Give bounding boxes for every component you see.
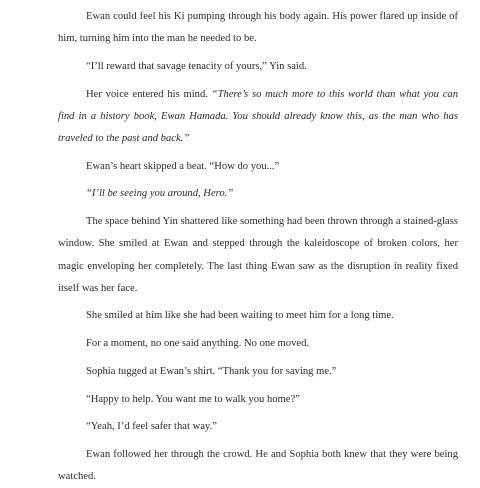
text-run: Sophia tugged at Ewan’s shirt. “Thank you for saving me.”: [86, 365, 337, 377]
paragraph: [58, 84, 458, 151]
paragraph: [58, 444, 458, 488]
text-run: Ewan could feel his Ki pumping through his body again. His power flared up inside of him, turning him into the man he needed to be.: [58, 11, 458, 45]
text-run: “Happy to help. You want me to walk you home?”: [86, 393, 300, 405]
text-run: Ewan followed her through the crowd. He and Sophia both knew that they were being watched.: [58, 448, 458, 483]
text-run: “Yeah, I’d feel safer that way.”: [86, 421, 217, 433]
paragraph: [58, 389, 458, 411]
text-run: Her voice entered his mind.: [86, 88, 212, 100]
text-run: “I’ll reward that savage tenacity of yours,” Yin said.: [86, 60, 307, 72]
text-run: For a moment, no one said anything. No one moved.: [86, 338, 310, 350]
paragraph: [58, 361, 458, 383]
paragraph: [58, 183, 458, 205]
italic-text-run: “I’ll be seeing you around, Hero.”: [86, 188, 234, 200]
paragraph: [58, 56, 458, 78]
text-run: The space behind Yin shattered like something had been thrown through a stained-glass window. She smiled at Ewan and stepped through the kaleidoscope of broken colors, her magic enveloping her completely. The last thing Ewan saw as the disruption in reality fixed itself was her face.: [58, 216, 458, 294]
paragraph: [58, 333, 458, 355]
italic-text-run: “There’s so much more to this world than what you can find in a history book, Ewan Hamada. You should already know this, as the man who has traveled to the past and back.”: [58, 88, 458, 145]
paragraph: [58, 305, 458, 327]
paragraph: [58, 156, 458, 178]
text-run: She smiled at him like she had been waiting to meet him for a long time.: [86, 310, 394, 322]
text-run: Ewan’s heart skipped a beat. “How do you...”: [86, 160, 280, 172]
document-body: [58, 6, 458, 488]
paragraph: [58, 6, 458, 50]
paragraph: [58, 416, 458, 438]
paragraph: [58, 211, 458, 300]
